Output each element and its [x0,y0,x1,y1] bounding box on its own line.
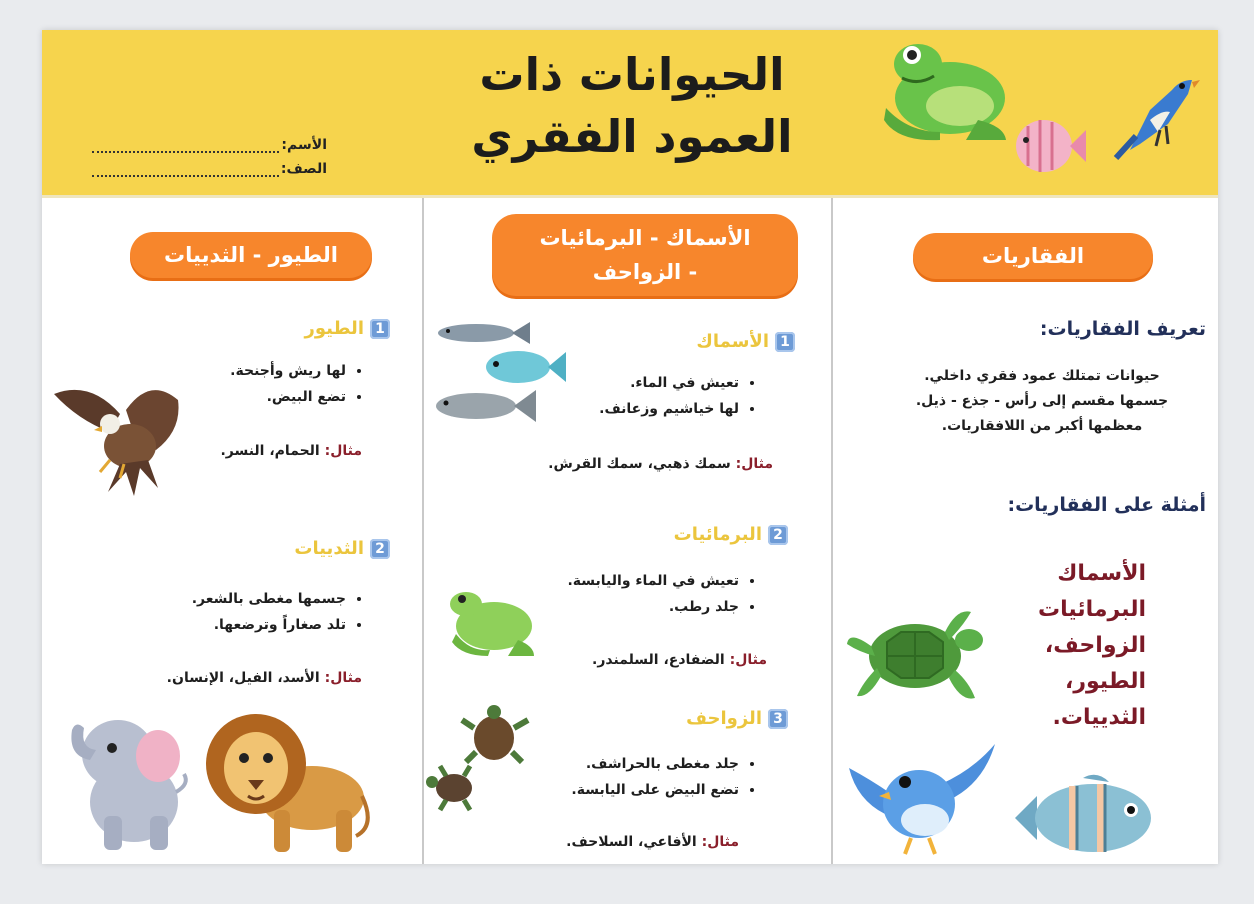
fish-title: الأسماك [696,331,769,352]
list-item: الزواحف، [1044,633,1146,658]
list-item: • تعيش في الماء واليابسة. [567,568,739,594]
fish-icon [434,318,534,348]
pill-line-2: - الزواحف [592,260,698,284]
turtle-icon [845,606,985,706]
turtle-icon [424,762,484,812]
number-badge: 1 [775,332,795,352]
turtle-icon [460,704,530,768]
examples-list [1038,556,1146,736]
definition-text [877,364,1207,439]
birds-bullets [230,358,368,410]
column-birds-mammals [42,198,420,864]
section-amphibians-title [674,524,788,545]
eagle-icon [50,380,190,500]
amphibians-bullets [567,568,761,620]
page-title [432,44,832,168]
list-item: الأسماك [1057,561,1146,586]
number-badge: 2 [370,539,390,559]
elephant-icon [66,708,191,853]
example-key: مثال: [701,834,739,850]
section-reptiles-title [686,708,788,729]
pill-line-1: الأسماك - البرمائيات [539,226,751,250]
list-item: • جسمها مغطى بالشعر. [192,586,346,612]
number-badge: 3 [768,709,788,729]
header-banner [42,30,1218,198]
pill-fish-amphibians-reptiles [492,214,798,296]
column-vertebrates [831,198,1218,864]
list-item: • لها ريش وأجنحة. [230,358,346,384]
class-row [92,153,327,177]
fish-icon [482,346,567,388]
reptiles-bullets [571,751,761,803]
name-row [92,129,327,153]
amphibians-example [592,652,767,668]
pill-vertebrates: الفقاريات [913,233,1153,279]
birds-example [220,443,362,459]
definition-heading: تعريف الفقاريات: [1039,318,1206,340]
name-field[interactable] [92,137,279,153]
list-item: • تضع البيض على اليابسة. [571,777,739,803]
list-item: • جلد رطب. [567,594,739,620]
mammals-title: الثدييات [294,538,364,559]
mammals-example [167,670,362,686]
list-item: • تضع البيض. [230,384,346,410]
definition-line: حيوانات تمتلك عمود فقري داخلي. [924,368,1160,384]
bird-icon [845,738,997,858]
section-fish-title [696,331,795,352]
class-label: الصف: [280,161,327,177]
example-key: مثال: [324,670,362,686]
reptiles-title: الزواحف [686,708,762,729]
column-fish-amphibians-reptiles [422,198,833,864]
class-field[interactable] [92,161,279,177]
list-item: • جلد مغطى بالحراشف. [571,751,739,777]
list-item: البرمائيات [1038,597,1146,622]
example-text: الضفادع، السلمندر. [592,652,725,668]
section-birds-title [305,318,390,339]
birds-title: الطيور [304,318,364,339]
list-item: • لها خياشيم وزعانف. [599,396,739,422]
number-badge: 2 [768,525,788,545]
list-item: • تلد صغاراً وترضعها. [192,612,346,638]
example-text: سمك ذهبي، سمك القرش. [548,456,731,472]
fish-icon [1012,110,1087,180]
title-line-1: الحيوانات ذات [479,48,785,101]
mammals-bullets [192,586,368,638]
fish-bullets [599,370,761,422]
example-key: مثال: [324,443,362,459]
example-key: مثال: [735,456,773,472]
frog-icon [442,588,537,658]
list-item: الطيور، [1064,669,1146,694]
definition-line: جسمها مقسم إلى رأس - جذع - ذيل. [915,393,1169,409]
examples-heading: أمثلة على الفقاريات: [1007,494,1206,516]
fish-icon [1013,772,1163,864]
example-text: الحمام، النسر. [220,443,320,459]
example-text: الأفاعي، السلاحف. [566,834,697,850]
student-info [92,129,327,177]
fish-example [548,456,773,472]
worksheet [42,30,1218,864]
reptiles-example [566,834,739,850]
amphibians-title: البرمائيات [673,524,762,545]
example-key: مثال: [729,652,767,668]
list-item: الثدييات. [1052,705,1146,730]
definition-line: معظمها أكبر من اللافقاريات. [941,418,1143,434]
name-label: الأسم: [281,137,327,153]
section-mammals-title [294,538,390,559]
title-line-2: العمود الفقري [471,110,793,163]
fish-icon [432,386,537,426]
frog-icon [878,40,1013,145]
lion-icon [204,706,374,856]
list-item: • تعيش في الماء. [599,370,739,396]
example-text: الأسد، الفيل، الإنسان. [166,670,320,686]
number-badge: 1 [370,319,390,339]
pill-birds-mammals: الطيور - الثدييات [130,232,372,278]
bird-icon [1110,50,1200,160]
